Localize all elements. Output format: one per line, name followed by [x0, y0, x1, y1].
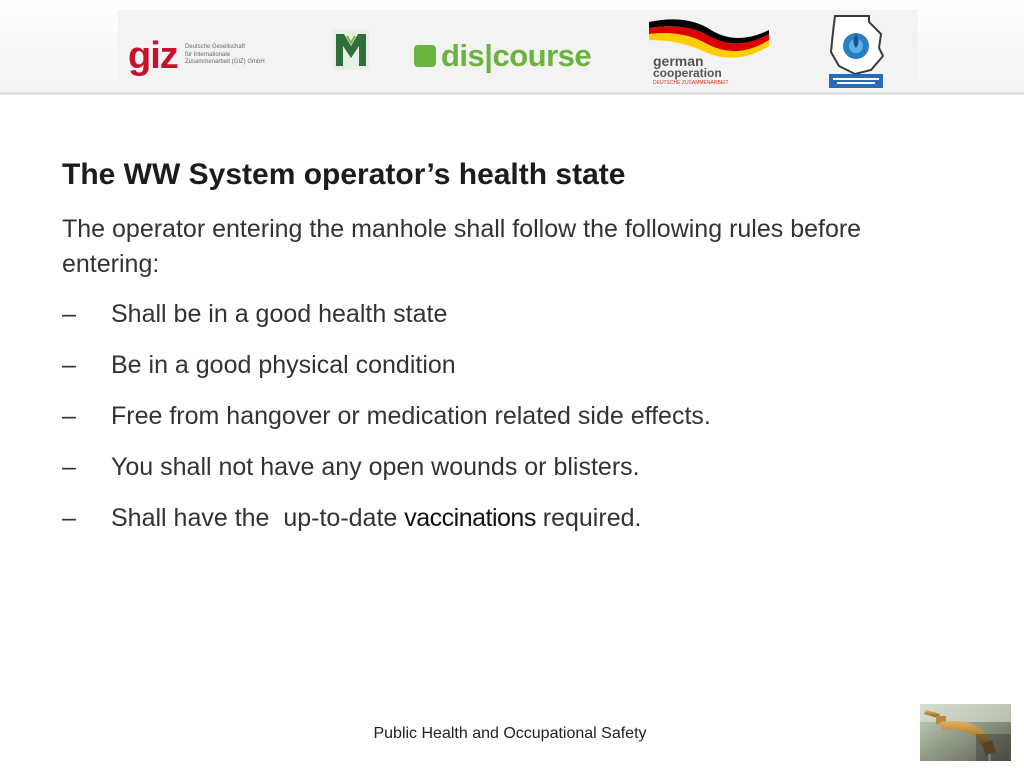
bullet-dash: – — [62, 351, 76, 379]
logo-banner — [0, 0, 1024, 95]
kenya-water-fund-emblem-icon — [825, 12, 887, 90]
giz-logo-mark: giz — [128, 35, 178, 77]
rule-text-before: Shall have the up-to-date — [111, 504, 405, 532]
giz-logo — [128, 36, 298, 80]
rule-text: Shall be in a good health state — [111, 300, 448, 328]
slide-intro: The operator entering the manhole shall follow the following rules before entering: — [62, 215, 862, 278]
rule-text: Be in a good physical condition — [111, 351, 456, 379]
footer-text: Public Health and Occupational Safety — [373, 725, 647, 742]
bullet-dash: – — [62, 453, 76, 481]
german-cooperation-line3: DEUTSCHE ZUSAMMENARBEIT — [653, 80, 729, 86]
rule-text — [111, 500, 641, 536]
water-tap-photo-icon — [920, 704, 1011, 761]
rule-text: Free from hangover or medication related side effects. — [111, 402, 711, 430]
vaccinations-term: vaccinations — [404, 504, 536, 532]
bullet-dash: – — [62, 504, 76, 532]
m-logo-icon — [333, 30, 369, 70]
discourse-logo-text: dis|course — [441, 38, 592, 73]
german-cooperation-line2: cooperation — [653, 66, 722, 80]
discourse-square-icon — [414, 45, 436, 67]
bullet-dash: – — [62, 402, 76, 430]
giz-logo-text: Deutsche Gesellschaft für Internationale Zusammenarbeit (GIZ) GmbH — [185, 44, 265, 65]
german-cooperation-logo — [647, 16, 777, 88]
discourse-logo — [414, 38, 604, 74]
german-cooperation-line1: german — [653, 53, 704, 69]
slide-title: The WW System operator’s health state — [62, 158, 626, 191]
rule-text: You shall not have any open wounds or blisters. — [111, 453, 640, 481]
rule-text-after: required. — [535, 504, 642, 532]
bullet-dash: – — [62, 300, 76, 328]
